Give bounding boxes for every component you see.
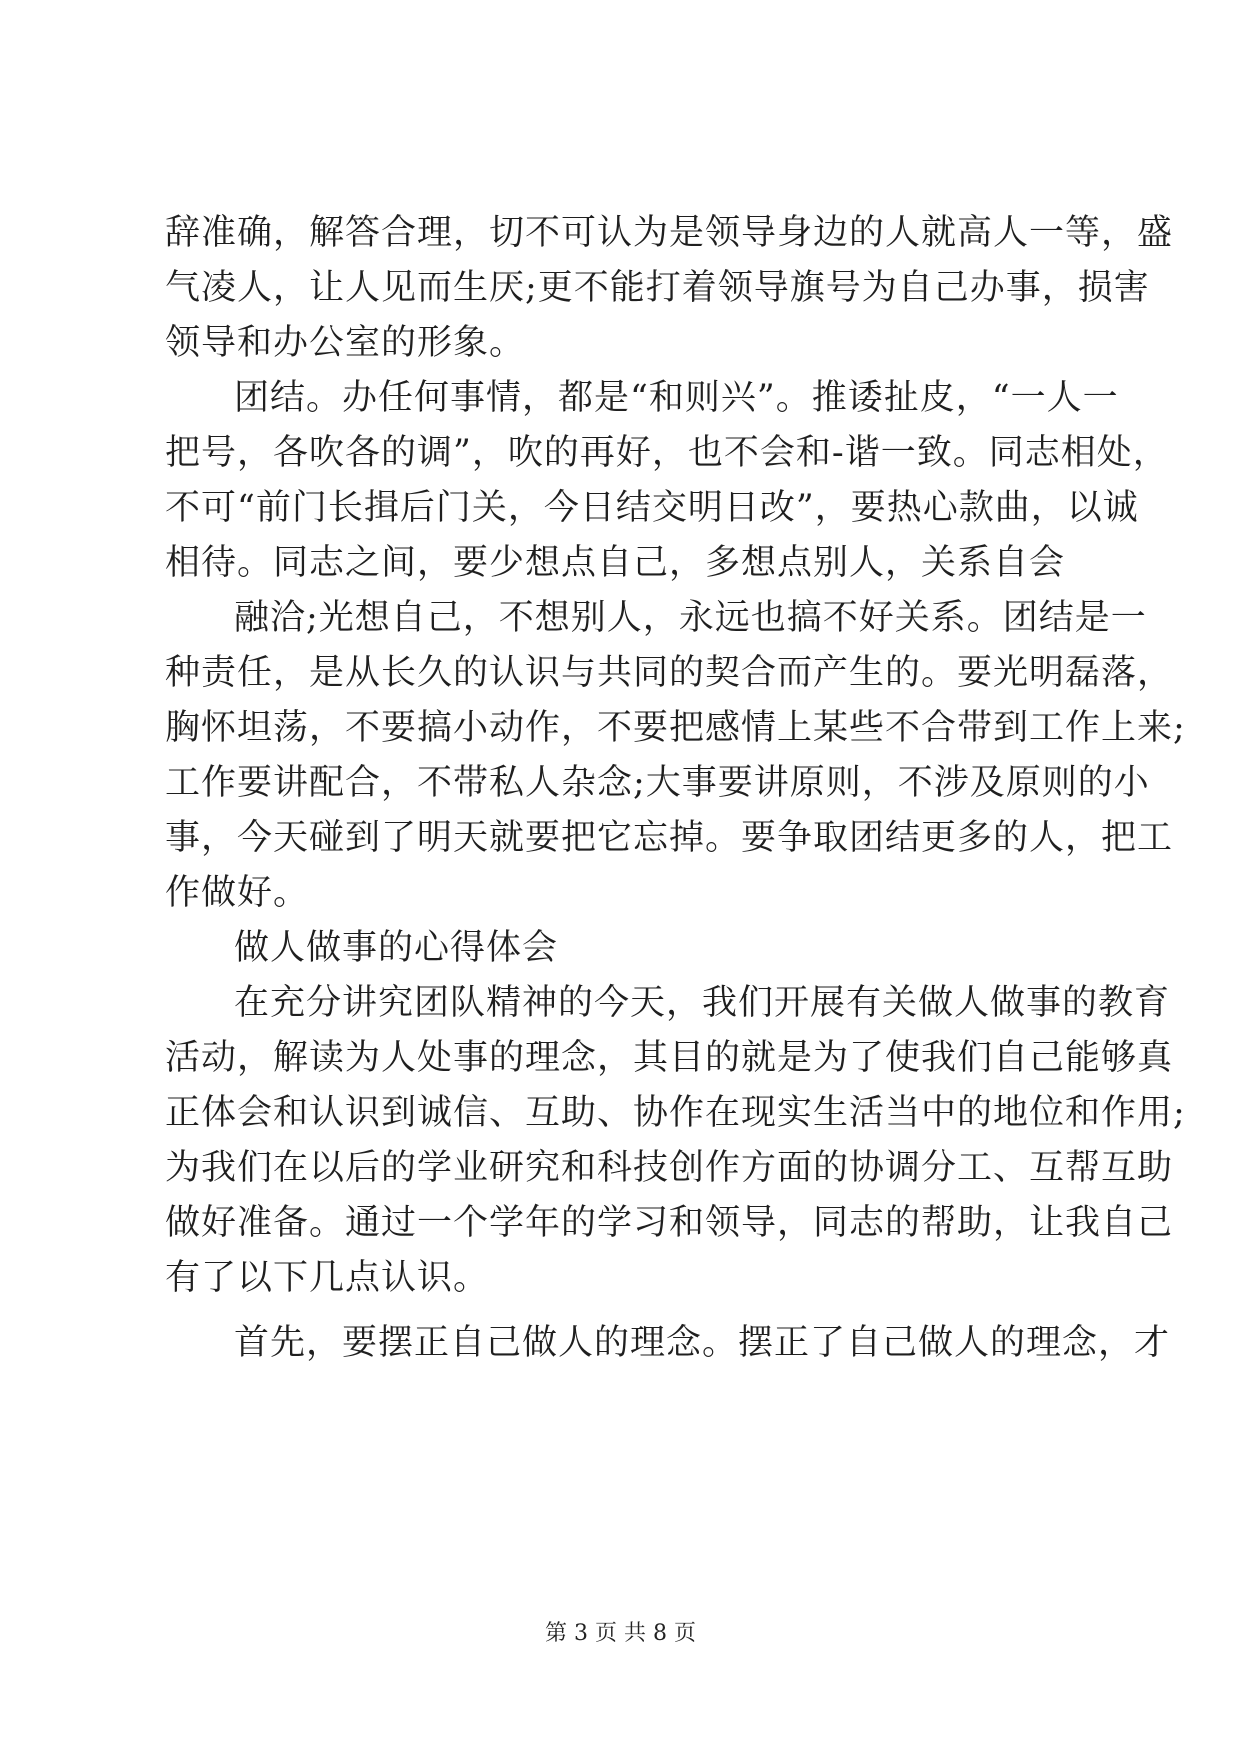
text-line: 正体会和认识到诚信、互助、协作在现实生活当中的地位和作用;	[165, 1093, 1186, 1133]
page-footer: 第 3 页 共 8 页	[545, 1621, 696, 1646]
section-heading: 做人做事的心得体会	[234, 928, 559, 968]
text-line: 领导和办公室的形象。	[165, 323, 526, 363]
text-line: 不可“前门长揖后门关，今日结交明日改”，要热心款曲，以诚	[165, 488, 1139, 528]
text-line: 辞准确，解答合理，切不可认为是领导身边的人就高人一等，盛	[165, 213, 1174, 253]
paragraph-start: 团结。办任何事情，都是“和则兴”。推诿扯皮，“一人一	[234, 378, 1119, 418]
text-line: 为我们在以后的学业研究和科技创作方面的协调分工、互帮互助	[165, 1148, 1174, 1188]
text-line: 胸怀坦荡，不要搞小动作，不要把感情上某些不合带到工作上来;	[165, 708, 1186, 748]
text-line: 把号，各吹各的调”，吹的再好，也不会和-谐一致。同志相处，	[165, 433, 1169, 473]
text-line: 事，今天碰到了明天就要把它忘掉。要争取团结更多的人，把工	[165, 818, 1174, 858]
text-line: 工作要讲配合，不带私人杂念;大事要讲原则，不涉及原则的小	[165, 763, 1150, 803]
text-line: 活动，解读为人处事的理念，其目的就是为了使我们自己能够真	[165, 1038, 1174, 1078]
text-line: 做好准备。通过一个学年的学习和领导，同志的帮助，让我自己	[165, 1203, 1174, 1243]
text-line: 有了以下几点认识。	[165, 1258, 490, 1298]
paragraph-start: 融洽;光想自己，不想别人，永远也搞不好关系。团结是一	[234, 598, 1147, 638]
text-line: 相待。同志之间，要少想点自己，多想点别人，关系自会	[165, 543, 1066, 583]
paragraph-start: 首先，要摆正自己做人的理念。摆正了自己做人的理念，才	[234, 1323, 1171, 1363]
text-line: 气凌人，让人见而生厌;更不能打着领导旗号为自己办事，损害	[165, 268, 1150, 308]
text-line: 作做好。	[165, 873, 310, 913]
paragraph-start: 在充分讲究团队精神的今天，我们开展有关做人做事的教育	[234, 983, 1171, 1023]
text-line: 种责任，是从长久的认识与共同的契合而产生的。要光明磊落，	[165, 653, 1174, 693]
